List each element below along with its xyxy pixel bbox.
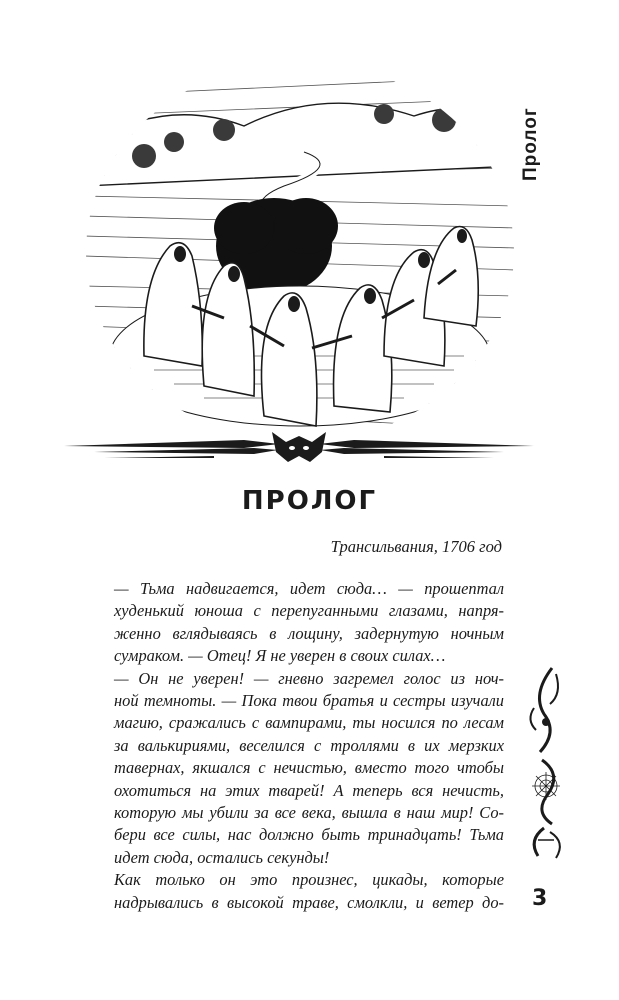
text-line: бери все силы, нас должно быть тринадцать! Тьма (114, 825, 504, 845)
body-text (90, 578, 504, 914)
text-line: идет сюда, остались секунды! (114, 847, 330, 867)
text-line: надрывались в высокой траве, смолкли, и ветер до- (114, 892, 504, 912)
text-line: ной темноты. — Пока твои братья и сестры изучали (114, 691, 504, 711)
chapter-dateline: Трансильвания, 1706 год (330, 537, 502, 556)
running-head: Пролог (520, 107, 541, 181)
text-line: — Он не уверен! — гневно загремел голос из ноч- (114, 668, 504, 688)
paragraph (90, 578, 504, 668)
text-line: худенький юноша с перепуганными глазами, напря- (114, 601, 504, 621)
prologue-illustration (84, 56, 516, 448)
paragraph (90, 668, 504, 870)
text-line: которую мы убили за все века, вышла в наш мир! Со- (114, 803, 504, 823)
text-line: тавернах, якшался с нечистью, вместо того чтобы (114, 758, 504, 778)
text-line: сумраком. — Отец! Я не уверен в своих силах… (114, 646, 446, 666)
text-line: магию, сражались с вампирами, ты носился по лесам (114, 713, 504, 733)
paragraph (90, 869, 504, 914)
title-ornament (64, 418, 534, 474)
text-line: женно вглядываясь в лощину, задернутую ночным (114, 623, 504, 643)
chapter-title: ПРОЛОГ (241, 486, 378, 516)
text-line: за валькириями, веселился с троллями в их мерзких (114, 735, 504, 755)
page-number: 3 (532, 886, 548, 911)
side-ornament (522, 664, 570, 860)
text-line: охотиться на этих тварей! А теперь вся нечисть, (114, 780, 504, 800)
text-line: — Тьма надвигается, идет сюда… — прошептал (114, 579, 504, 598)
text-line: Как только он это произнес, цикады, которые (114, 870, 504, 890)
